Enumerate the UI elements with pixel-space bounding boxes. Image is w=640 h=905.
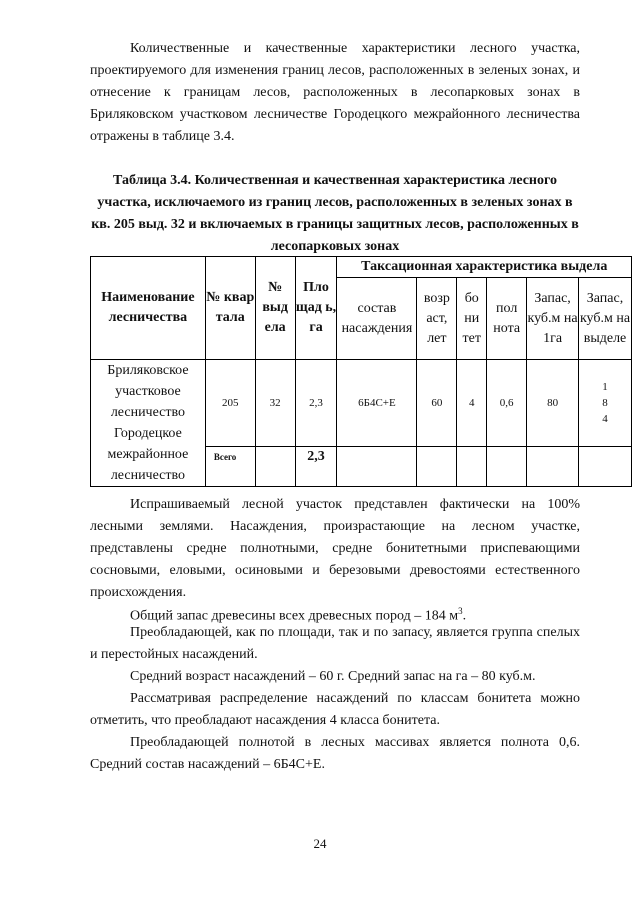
table-caption: Таблица 3.4. Количественная и качественная характеристика лесного участка, исключаемого из границ лесов, расположенных в зеленых зонах в кв. 205 выд. 32 и включаемых в границы защитных лесов, расположенных в лесопарковых зонах (91, 173, 579, 254)
paragraph-5: Рассматривая распределение насаждений по классам бонитета можно отметить, что преобладают насаждения 4 класса бонитета. (90, 691, 580, 728)
header-zapas-vydel: Запас, куб.м на выделе (579, 278, 632, 360)
paragraph-4: Средний возраст насаждений – 60 г. Средний запас на га – 80 куб.м. (130, 669, 536, 684)
header-vydel: № выд ела (255, 257, 295, 360)
header-name: Наименование лесничества (91, 257, 206, 360)
total-empty (417, 447, 457, 487)
row-vydel: 32 (255, 360, 295, 447)
forest-characteristics-table (90, 256, 632, 487)
page-number: 24 (313, 836, 327, 851)
header-sostav: состав насаждения (337, 278, 417, 360)
header-zapas-ha: Запас, куб.м на 1га (527, 278, 579, 360)
header-polnota: пол нота (487, 278, 527, 360)
zapas-vydel-digit: 8 (602, 397, 608, 410)
header-bonitet: бо ни тет (457, 278, 487, 360)
header-taxation-group: Таксационная характеристика выдела (337, 257, 632, 278)
zapas-vydel-digit: 1 (602, 381, 608, 394)
row-area: 2,3 (295, 360, 337, 447)
paragraph-1: Испрашиваемый лесной участок представлен фактически на 100% лесными землями. Насаждения, произрастающие на лесном участке, представлены средне полнотными, средне бонитетными приспевающими сосновыми, еловыми, осиновыми и березовыми древостоями естественного происхождения. (90, 497, 580, 600)
row-polnota: 0,6 (487, 360, 527, 447)
superscript: 3 (458, 606, 463, 616)
row-kvartal: 205 (205, 360, 255, 447)
paragraph-3: Преобладающей, как по площади, так и по запасу, является группа спелых и перестойных насаждений. (90, 625, 580, 662)
row-name: Бриляковское участковое лесничество Городецкое межрайонное лесничество (91, 360, 206, 487)
total-empty (337, 447, 417, 487)
paragraph-2-end: . (462, 608, 467, 624)
total-empty (255, 447, 295, 487)
total-empty (487, 447, 527, 487)
row-sostav: 6Б4С+Е (337, 360, 417, 447)
paragraph-2-text: Общий запас древесины всех древесных пород – 184 м (130, 608, 459, 624)
row-bonitet: 4 (457, 360, 487, 447)
header-vozrast: возр аст, лет (417, 278, 457, 360)
header-kvartal: № квар тала (205, 257, 255, 360)
total-label: Всего (205, 447, 255, 487)
total-area: 2,3 (295, 447, 337, 487)
row-zapas-ha: 80 (527, 360, 579, 447)
total-empty (527, 447, 579, 487)
intro-paragraph: Количественные и качественные характеристики лесного участка, проектируемого для изменения границ лесов, расположенных в зеленых зонах, и отнесение к границам лесов, расположенных в лесопарковых зонах в Бриляковском участковом лесничестве Городецкого межрайонного лесничества отражены в таблице 3.4. (90, 41, 580, 144)
paragraph-6: Преобладающей полнотой в лесных массивах является полнота 0,6. Средний состав насаждений – 6Б4С+Е. (90, 735, 580, 772)
header-area: Пло щад ь, га (295, 257, 337, 360)
zapas-vydel-digit: 4 (602, 413, 608, 426)
row-zapas-vydel (579, 360, 632, 447)
total-empty (457, 447, 487, 487)
total-empty (579, 447, 632, 487)
row-vozrast: 60 (417, 360, 457, 447)
